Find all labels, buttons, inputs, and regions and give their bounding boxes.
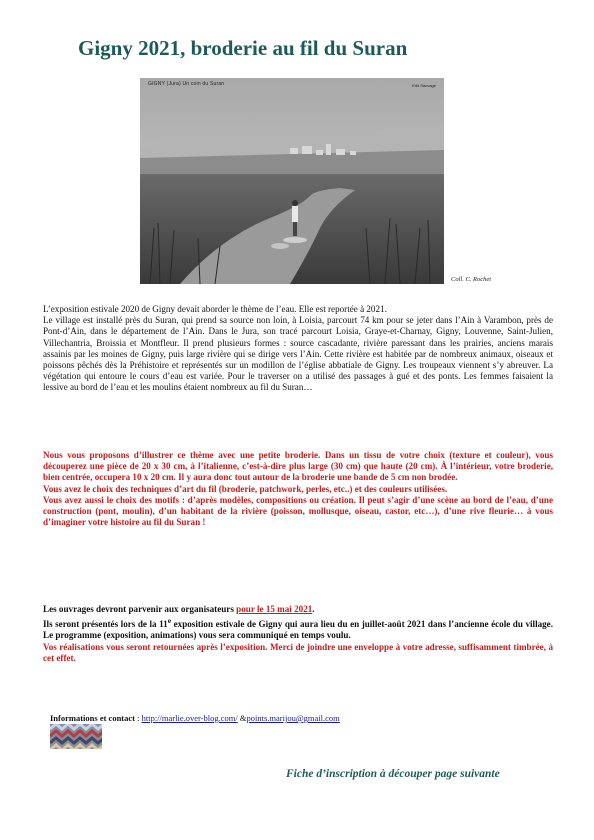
exhibition-ordinal: e	[167, 616, 172, 626]
blog-link[interactable]: http://marlie.over-blog.com/	[141, 713, 238, 723]
contact-label: Informations et contact	[50, 713, 135, 723]
return-info: Vos réalisations vous seront retournées après l’exposition. Merci de joindre une enveloppe à votre adresse, suffisamment timbrée, à cet effet.	[43, 641, 553, 663]
deadline-section	[43, 604, 553, 664]
postcard-caption: GIGNY (Jura) Un coin du Suran	[148, 81, 225, 87]
embroidery-swatch-image	[50, 724, 102, 749]
intro-paragraph-2: Le village est installé près du Suran, qui prend sa source non loin, à Loisia, parcourt 74 km pour se jeter dans l’Ain à Varambon, près de Pont-d’Ain, dans le département de l’Ain. Dans le Jura, son tracé parcourt Loisia, Graye-et-Charnay, Gigny, Louvenne, Saint-Julien, Villechantria, Broissia et Montfleur. Il prend plusieurs formes : source cascadante, rivière paressant dans les prairies, anciens marais assainis par les moines de Gigny, puis large rivière qui se dirige vers l’Ain. Cette rivière est habitée par de nombreux animaux, oiseaux et poissons pêchés dès la Préhistoire et représentés sur un modillon de l’église abbatiale de Gigny. Les troupeaux viennent s’y abreuver. La végétation qui entoure le cours d’eau est variée. Pour le traverser on a utilisé des passages à gué et des ponts. Les femmes faisaient la lessive au bord de l’eau et les moulins étaient nombreux au fil du Suran…	[43, 315, 553, 393]
postcard-publisher: Edit Sauvage	[412, 83, 436, 88]
deadline-line	[43, 604, 553, 615]
deadline-period: .	[312, 604, 315, 614]
proposal-paragraph-1: Nous vous proposons d’illustrer ce thème avec une petite broderie. Dans un tissu de votre choix (texture et couleur), vous découperez une pièce de 20 x 30 cm, à l’italienne, c’est-à-dire plus large (30 cm) que haute (20 cm). À l’intérieur, votre broderie, bien centrée, occupera 10 x 20 cm. Il y aura donc tout autour de la broderie une bande de 5 cm non brodée.	[43, 450, 553, 483]
proposal-paragraph-3: Vous avez aussi le choix des motifs : d’après modèles, compositions ou création. Il peut s’agir d’une scène au bord de l’eau, d’une construction (pont, moulin), d’un habitant de la rivière (poisson, mollusque, oiseau, castor, etc…), d’une rive fleurie… à vous d’imaginer votre histoire au fil du Suran !	[43, 494, 553, 528]
exhibition-info	[43, 615, 553, 641]
email-link[interactable]: points.marijou@gmail.com	[246, 713, 340, 723]
proposal-section	[43, 450, 553, 528]
intro-section	[43, 304, 553, 394]
registration-note: Fiche d’inscription à découper page suivante	[286, 768, 500, 780]
photo-credit: Coll. C. Rochet	[451, 276, 492, 283]
deadline-text: Les ouvrages devront parvenir aux organisateurs	[43, 604, 237, 614]
postcard-photo	[140, 78, 444, 284]
deadline-date: pour le 15 mai 2021	[236, 604, 313, 614]
contact-separator: :	[134, 713, 142, 723]
proposal-paragraph-2: Vous avez le choix des techniques d’art du fil (broderie, patchwork, perles, etc..) et des couleurs utilisées.	[43, 483, 448, 494]
intro-paragraph-1: L’exposition estivale 2020 de Gigny devait aborder le thème de l’eau. Elle est reportée à 2021.	[43, 304, 387, 314]
page-title: Gigny 2021, broderie au fil du Suran	[78, 36, 408, 60]
exhibition-text: Ils seront présentés lors de la 11	[43, 619, 168, 630]
contact-ampersand: &	[237, 713, 247, 723]
contact-line	[50, 713, 340, 723]
river-landscape-image	[140, 78, 444, 284]
exhibition-text-rest: exposition estivale de Gigny qui aura lieu du en juillet-août 2021 dans l’ancienne école du village. Le programme (exposition, animations) vous sera communiqué en temps voulu.	[43, 619, 553, 641]
